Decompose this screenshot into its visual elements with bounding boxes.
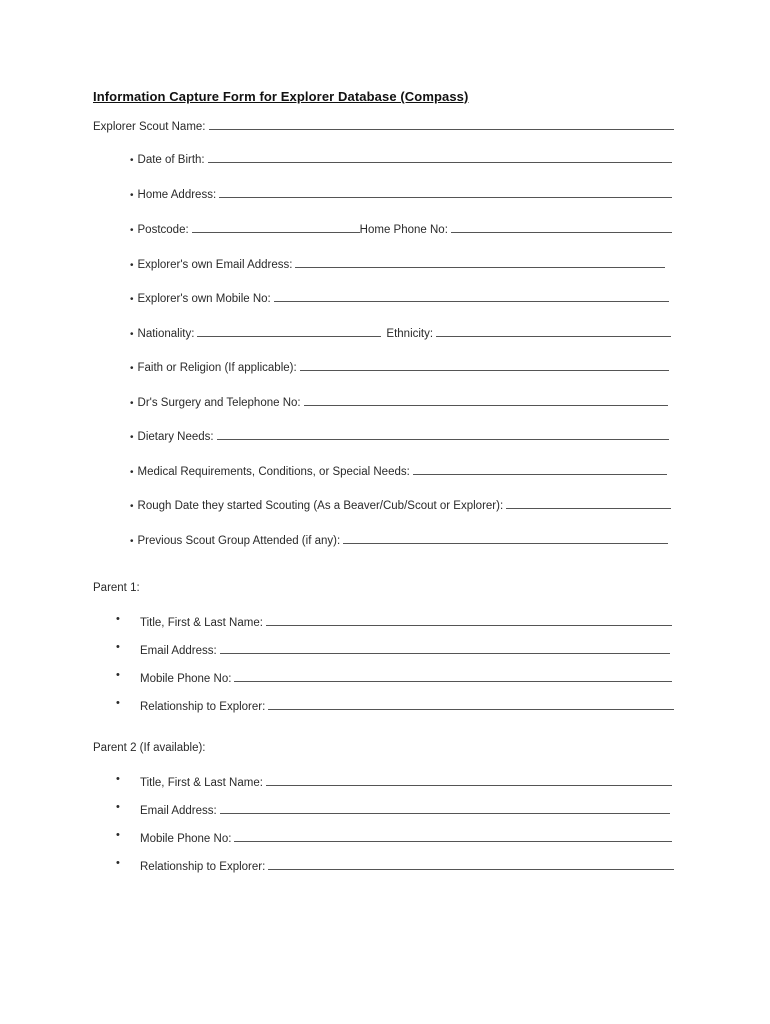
medical-label: Medical Requirements, Conditions, or Special Needs: <box>137 466 410 478</box>
bullet-icon: • <box>116 641 120 653</box>
bullet-icon: • <box>130 536 134 547</box>
parent2-mobile-field[interactable] <box>234 830 672 842</box>
medical-field[interactable] <box>413 463 667 475</box>
parent2-mobile-label: Mobile Phone No: <box>140 833 232 845</box>
parent1-relationship-row <box>140 698 674 714</box>
parent1-relationship-label: Relationship to Explorer: <box>140 701 266 713</box>
bullet-icon: • <box>116 829 120 841</box>
scouting-start-field[interactable] <box>506 497 671 509</box>
bullet-icon: • <box>130 363 134 374</box>
form-title: Information Capture Form for Explorer Database (Compass) <box>93 89 469 104</box>
parent1-mobile-row <box>140 670 672 686</box>
explorer-email-row <box>130 256 665 272</box>
nationality-field[interactable] <box>197 325 381 337</box>
bullet-icon: • <box>116 857 120 869</box>
explorer-name-field[interactable] <box>209 118 675 130</box>
faith-row <box>130 359 669 375</box>
parent1-name-row <box>140 614 672 630</box>
nationality-ethnicity-row <box>130 325 671 341</box>
parent2-name-field[interactable] <box>266 774 672 786</box>
surgery-row <box>130 394 668 410</box>
parent2-name-row <box>140 774 672 790</box>
bullet-icon: • <box>116 801 120 813</box>
medical-row <box>130 463 667 479</box>
bullet-icon: • <box>116 669 120 681</box>
parent2-relationship-label: Relationship to Explorer: <box>140 861 266 873</box>
parent1-email-row <box>140 642 670 658</box>
parent1-name-label: Title, First & Last Name: <box>140 617 263 629</box>
bullet-icon: • <box>130 432 134 443</box>
bullet-icon: • <box>116 773 120 785</box>
parent1-name-field[interactable] <box>266 614 672 626</box>
parent1-heading: Parent 1: <box>93 582 140 594</box>
home-address-row <box>130 186 672 202</box>
postcode-label: Postcode: <box>137 224 189 236</box>
dietary-row <box>130 428 669 444</box>
bullet-icon: • <box>130 329 134 340</box>
parent1-mobile-label: Mobile Phone No: <box>140 673 232 685</box>
dob-field[interactable] <box>208 151 672 163</box>
dob-label: Date of Birth: <box>137 154 205 166</box>
ethnicity-field[interactable] <box>436 325 671 337</box>
nationality-label: Nationality: <box>137 328 195 340</box>
previous-group-row <box>130 532 668 548</box>
explorer-mobile-label: Explorer's own Mobile No: <box>137 293 271 305</box>
home-address-field[interactable] <box>219 186 672 198</box>
surgery-field[interactable] <box>304 394 668 406</box>
ethnicity-label: Ethnicity: <box>386 328 434 340</box>
explorer-mobile-field[interactable] <box>274 290 669 302</box>
home-phone-label: Home Phone No: <box>359 224 448 236</box>
parent2-name-label: Title, First & Last Name: <box>140 777 263 789</box>
faith-label: Faith or Religion (If applicable): <box>137 362 297 374</box>
postcode-field[interactable] <box>192 221 360 233</box>
bullet-icon: • <box>130 190 134 201</box>
previous-group-field[interactable] <box>343 532 668 544</box>
scouting-start-row <box>130 497 671 513</box>
home-address-label: Home Address: <box>137 189 217 201</box>
explorer-mobile-row <box>130 290 669 306</box>
parent2-mobile-row <box>140 830 672 846</box>
bullet-icon: • <box>116 697 120 709</box>
explorer-email-label: Explorer's own Email Address: <box>137 259 293 271</box>
explorer-name-row <box>93 118 674 134</box>
bullet-icon: • <box>130 260 134 271</box>
parent2-email-row <box>140 802 670 818</box>
surgery-label: Dr's Surgery and Telephone No: <box>137 397 301 409</box>
dietary-field[interactable] <box>217 428 669 440</box>
explorer-name-label: Explorer Scout Name: <box>93 121 206 133</box>
home-phone-field[interactable] <box>451 221 672 233</box>
bullet-icon: • <box>130 225 134 236</box>
bullet-icon: • <box>130 501 134 512</box>
faith-field[interactable] <box>300 359 669 371</box>
parent2-relationship-field[interactable] <box>268 858 674 870</box>
dob-row <box>130 151 672 167</box>
bullet-icon: • <box>116 613 120 625</box>
postcode-phone-row <box>130 221 672 237</box>
parent1-email-field[interactable] <box>220 642 670 654</box>
bullet-icon: • <box>130 398 134 409</box>
parent2-email-label: Email Address: <box>140 805 217 817</box>
parent1-mobile-field[interactable] <box>234 670 672 682</box>
parent1-email-label: Email Address: <box>140 645 217 657</box>
parent1-relationship-field[interactable] <box>268 698 674 710</box>
dietary-label: Dietary Needs: <box>137 431 214 443</box>
explorer-email-field[interactable] <box>295 256 665 268</box>
scouting-start-label: Rough Date they started Scouting (As a Beaver/Cub/Scout or Explorer): <box>137 500 504 512</box>
bullet-icon: • <box>130 155 134 166</box>
parent2-heading: Parent 2 (If available): <box>93 742 206 754</box>
previous-group-label: Previous Scout Group Attended (if any): <box>137 535 341 547</box>
bullet-icon: • <box>130 294 134 305</box>
parent2-relationship-row <box>140 858 674 874</box>
parent2-email-field[interactable] <box>220 802 670 814</box>
bullet-icon: • <box>130 467 134 478</box>
